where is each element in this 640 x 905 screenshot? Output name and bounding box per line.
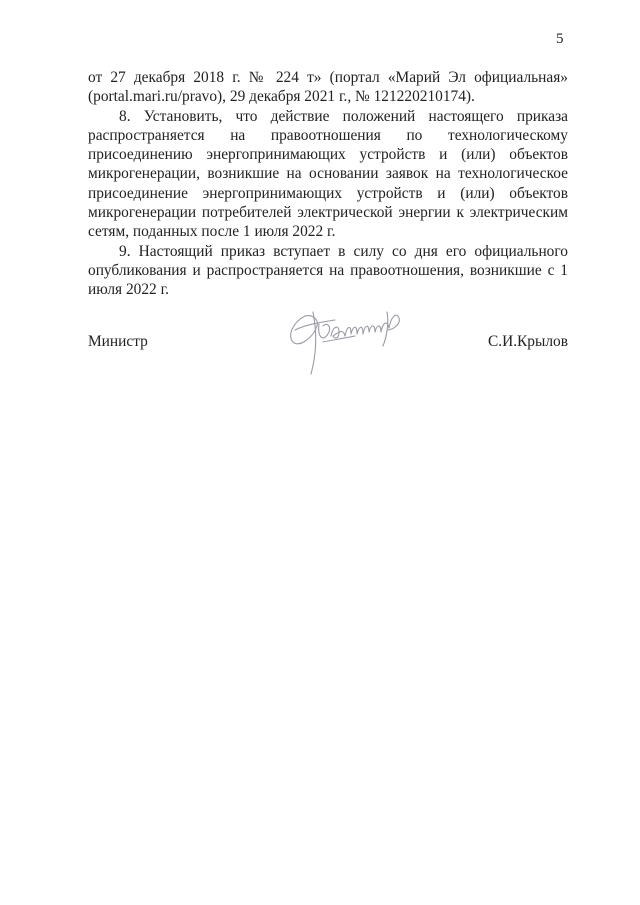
paragraph-item-9: 9. Настоящий приказ вступает в силу со дня его официального опубликования и распространяется на правоотношения, возникшие с 1 июля 2022 г. [88,242,568,299]
page-number: 5 [556,31,564,47]
signer-title: Министр [88,333,148,350]
paragraph-continuation: от 27 декабря 2018 г. № 224 т» (портал «Марий Эл официальная» (portal.mari.ru/pravo), 29 декабря 2021 г., № 121220210174). [88,69,568,106]
signer-name: С.И.Крылов [487,333,568,350]
handwritten-signature [283,302,413,378]
document-body [88,68,568,300]
signature-block [88,322,568,382]
paragraph-item-8: 8. Установить, что действие положений настоящего приказа распространяется на правоотношения по технологическому присоединению энергопринимающих устройств и (или) объектов микрогенерации, возникшие на основании заявок на технологическое присоединение энергопринимающих устройств и (или) объектов микрогенерации потребителей электрической энергии к электрическим сетям, поданных после 1 июля 2022 г. [88,107,568,241]
